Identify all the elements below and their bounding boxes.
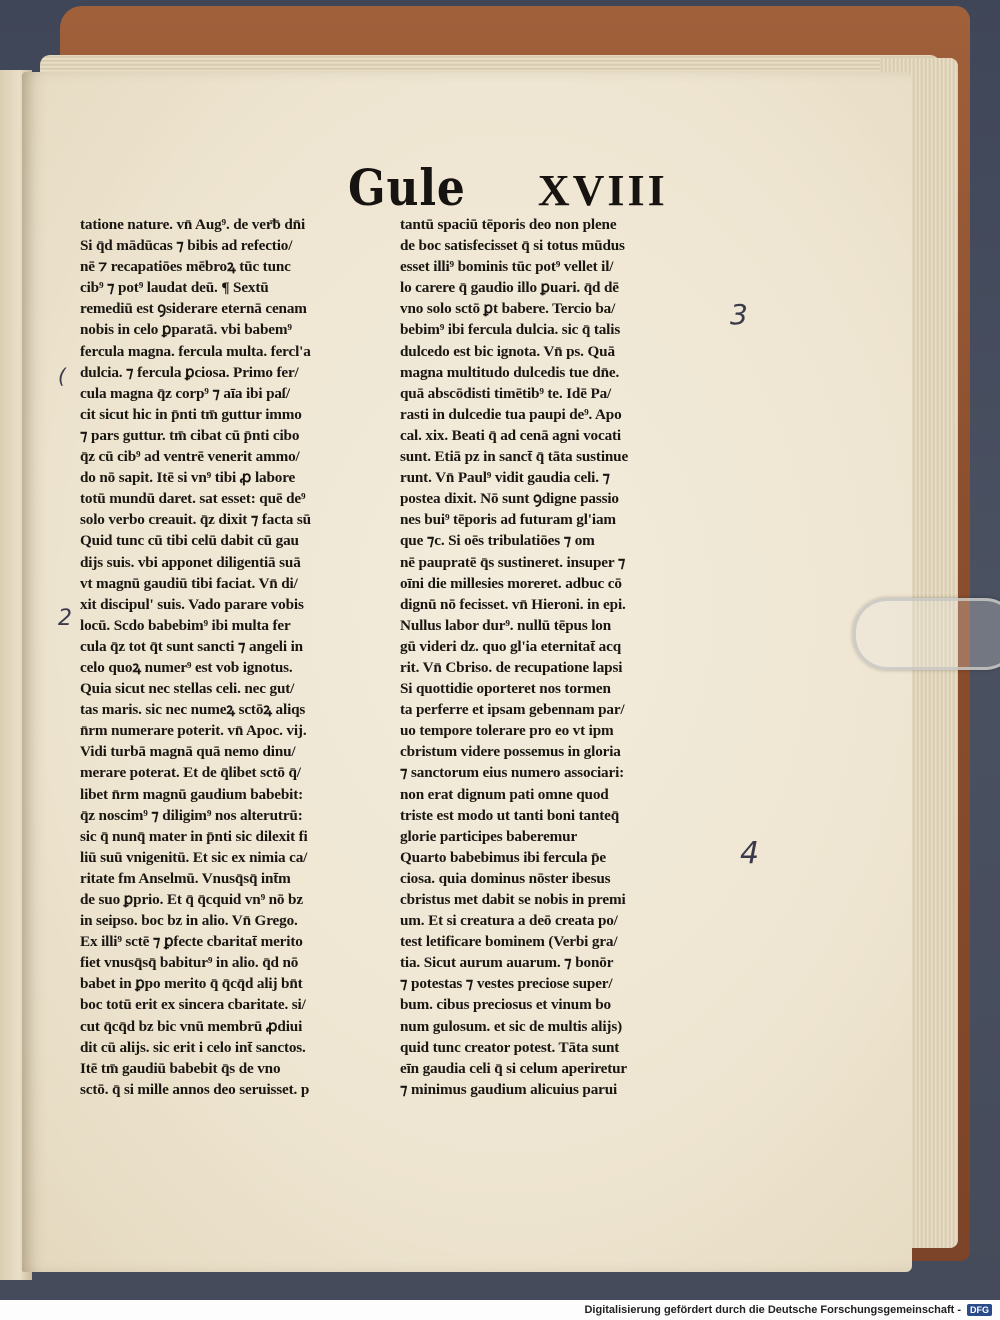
text-line: Quid tunc cū tibi celū dabit cū gau xyxy=(80,532,299,550)
text-line: quā abscōdisti timētib⁹ te. Idē Pa/ xyxy=(400,384,612,402)
text-line: non erat dignum pati omne quod xyxy=(400,785,609,803)
text-line: runt. Vn̄ Paul⁹ vidit gaudia celi. ⁊ xyxy=(400,469,610,487)
text-line: liū suū vnigenitū. Et sic ex nimia ca/ xyxy=(80,848,308,866)
text-line: num gulosum. et sic de multis alijs) xyxy=(400,1017,623,1035)
text-line: remediū est ꝯsiderare eternā cenam xyxy=(80,300,307,318)
text-line: sctō. q̄ si mille annos deo seruisset. p xyxy=(80,1080,310,1098)
text-line: totū mundū daret. sat esset: quē de⁹ xyxy=(80,490,306,508)
text-line: nē paupratē q̄s sustineret. insuper ⁊ xyxy=(400,553,626,571)
text-line: bum. cibus preciosus et vinum bo xyxy=(400,996,611,1014)
text-line: uo tempore tolerare pro eo vt ipm xyxy=(400,722,614,740)
text-line: cula q̄z tot q̄t sunt sancti ⁊ angeli in xyxy=(80,637,303,655)
marginal-note: 2 xyxy=(58,606,72,631)
text-line: xit discipul' suis. Vado parare vobis xyxy=(80,595,304,613)
text-line: merare poterat. Et de q̄libet sctō q̄/ xyxy=(80,764,301,782)
dfg-logo: DFG xyxy=(967,1304,992,1316)
text-line: rasti in dulcedie tua paupi de⁹. Apo xyxy=(400,405,622,423)
text-line: do nō sapit. Itē si vn⁹ tibi ꝓ labore xyxy=(80,469,296,487)
text-line: Nullus labor dur⁹. nullū tēpus lon xyxy=(400,616,612,634)
text-line: tantū spaciū tēporis deo non plene xyxy=(400,216,617,233)
text-line: de suo ꝑprio. Et q̄ q̄cquid vn⁹ nō bz xyxy=(80,891,303,908)
text-line: ⁊ potestas ⁊ vestes preciose super/ xyxy=(400,975,613,993)
text-line: cbristus met dabit se nobis in premi xyxy=(400,891,626,908)
text-line: nobis in celo ꝑparatā. vbi babem⁹ xyxy=(80,321,292,339)
text-line: oīni die millesies moreret. adbuc cō xyxy=(400,574,622,592)
text-line: Quarto babebimus ibi fercula p̄e xyxy=(400,848,607,866)
text-line: glorie participes baberemur xyxy=(400,827,578,845)
text-line: test letificare bominem (Verbi gra/ xyxy=(400,933,618,951)
text-line: tas maris. sic nec numeꝝ sctōꝝ aliqs xyxy=(80,701,306,719)
text-line: ⁊ minimus gaudium alicuius parui xyxy=(400,1080,618,1098)
footer-bar xyxy=(0,1300,1000,1320)
text-line: Quia sicut nec stellas celi. nec gut/ xyxy=(80,680,295,698)
text-column-left xyxy=(80,214,380,1100)
text-column-right xyxy=(400,214,700,1100)
text-line: de boc satisfecisset q̄ si totus mūdus xyxy=(400,237,625,255)
text-line: tatione nature. vn̄ Aug⁹. de ver͞b dn̄i xyxy=(80,216,306,233)
text-line: gū videri dz. quo gl'ia eternitat̄ acq xyxy=(400,637,621,655)
text-line: in seipso. boc bz in alio. Vn̄ Grego. xyxy=(80,912,298,930)
text-line: ⁊ pars guttur. tm̄ cibat cū p̄nti cibo xyxy=(80,426,300,444)
text-line: q̄z cū cib⁹ ad ventrē venerit ammo/ xyxy=(80,448,300,466)
marginal-note: 4 xyxy=(740,836,760,871)
text-line: boc totū erit ex sincera cbaritate. si/ xyxy=(80,996,306,1014)
text-line: babet in ꝑpo merito q̄ q̄cq̄d alij bn̄t xyxy=(80,975,303,993)
text-line: dit cū alijs. sic erit i celo int̄ sanctos. xyxy=(80,1038,306,1056)
text-line: ⁊ sanctorum eius numero associari: xyxy=(400,764,625,782)
text-line: cal. xix. Beati q̄ ad cenā agni vocati xyxy=(400,426,621,444)
text-line: nes bui⁹ tēporis ad futuram gl'iam xyxy=(400,511,616,529)
text-line: lo carere q̄ gaudio illo ꝑuari. q̄d dē xyxy=(400,279,619,297)
text-line: vno solo sctō ꝑt babere. Tercio ba/ xyxy=(400,300,616,318)
text-line: que ⁊c. Si oēs tribulatiōes ⁊ om xyxy=(400,532,595,550)
text-line: eīn gaudia celi q̄ si celum aperiretur xyxy=(400,1059,628,1077)
text-line: Ex illi⁹ sctē ⁊ ꝑfecte cbaritat̄ merito xyxy=(80,933,303,951)
text-line: rit. Vn̄ Cbriso. de recupatione lapsi xyxy=(400,658,623,676)
text-line: triste est modo ut tanti boni tanteq̄ xyxy=(400,806,620,824)
text-line: tia. Sicut aurum auarum. ⁊ bonōr xyxy=(400,954,614,972)
text-line: vt magnū gaudiū tibi faciat. Vn̄ di/ xyxy=(80,574,298,592)
text-line: dijs suis. vbi apponet diligentiā suā xyxy=(80,553,301,571)
marginal-note: ( xyxy=(58,364,66,388)
text-line: Si q̄d mādūcas ⁊ bibis ad refectio/ xyxy=(80,237,293,255)
text-line: Vidi turbā magnā quā nemo dinu/ xyxy=(80,743,296,761)
text-line: celo quoꝝ numer⁹ est vob ignotus. xyxy=(80,658,293,676)
text-line: fercula magna. fercula multa. fercl'a xyxy=(80,342,311,360)
text-line: cit sicut hic in p̄nti tm̄ guttur immo xyxy=(80,405,302,423)
text-line: ta perferre et ipsam gebennam par/ xyxy=(400,701,625,719)
text-line: locū. Scdo babebim⁹ ibi multa fer xyxy=(80,616,291,634)
text-line: nē ⁊ recapatiōes mēbroꝝ tūc tunc xyxy=(80,258,291,276)
text-line: Itē tm̄ gaudiū babebit q̄s de vno xyxy=(80,1059,281,1077)
text-line: cula magna q̄z corp⁹ ⁊ aīa ibi paſ/ xyxy=(80,384,290,402)
text-line: cbristum videre possemus in gloria xyxy=(400,743,621,761)
text-line: n̄rm numerare poterit. vn̄ Apoc. vij. xyxy=(80,722,307,740)
text-line: q̄z noscim⁹ ⁊ diligim⁹ nos alterutrū: xyxy=(80,806,303,824)
text-line: ritate fm Anselmū. Vnusq̄sq̄ int̄m xyxy=(80,869,291,887)
text-line: um. Et si creatura a deō creata po/ xyxy=(400,912,618,930)
text-line: sunt. Etiā pz in sanct̄ q̄ tāta sustinue xyxy=(400,448,629,466)
page-clip xyxy=(853,598,1000,670)
text-line: dulcia. ⁊ fercula ꝑciosa. Primo fer/ xyxy=(80,363,299,381)
text-line: postea dixit. Nō sunt ꝯdigne passio xyxy=(400,490,619,508)
folio-number: XVIII xyxy=(537,166,668,215)
text-line: Si quottidie oporteret nos tormen xyxy=(400,680,611,698)
text-line: dulcedo est bic ignota. Vn̄ ps. Quā xyxy=(400,342,615,360)
text-line: bebim⁹ ibi fercula dulcia. sic q̄ talis xyxy=(400,321,621,339)
text-line: cib⁹ ⁊ pot⁹ laudat deū. ¶ Sextū xyxy=(80,279,269,297)
text-line: solo verbo creauit. q̄z dixit ⁊ facta sū xyxy=(80,511,311,529)
text-line: fiet vnusq̄sq̄ babitur⁹ in alio. q̄d nō xyxy=(80,954,299,972)
text-line: magna multitudo dulcedis tue dn̄e. xyxy=(400,363,620,381)
text-line: ciosa. quia dominus nōster ibesus xyxy=(400,869,611,887)
text-line: quid tunc creator potest. Tāta sunt xyxy=(400,1038,620,1056)
text-line: sic q̄ nunq̄ mater in p̄nti sic dilexit fi xyxy=(80,827,308,845)
running-head xyxy=(348,158,668,216)
marginal-note: 3 xyxy=(730,298,748,331)
text-line: cut q̄cq̄d bz bic vnū membrū ꝓdiui xyxy=(80,1017,303,1035)
text-line: esset illi⁹ bominis tūc pot⁹ vellet il/ xyxy=(400,258,614,276)
text-line: dignū nō fecisset. vn̄ Hieroni. in epi. xyxy=(400,595,626,613)
text-line: libet n̄rm magnū gaudium babebit: xyxy=(80,785,304,803)
running-head-word: Gule xyxy=(348,158,466,217)
footer-credit: Digitalisierung gefördert durch die Deutsche Forschungsgemeinschaft - xyxy=(584,1304,961,1316)
